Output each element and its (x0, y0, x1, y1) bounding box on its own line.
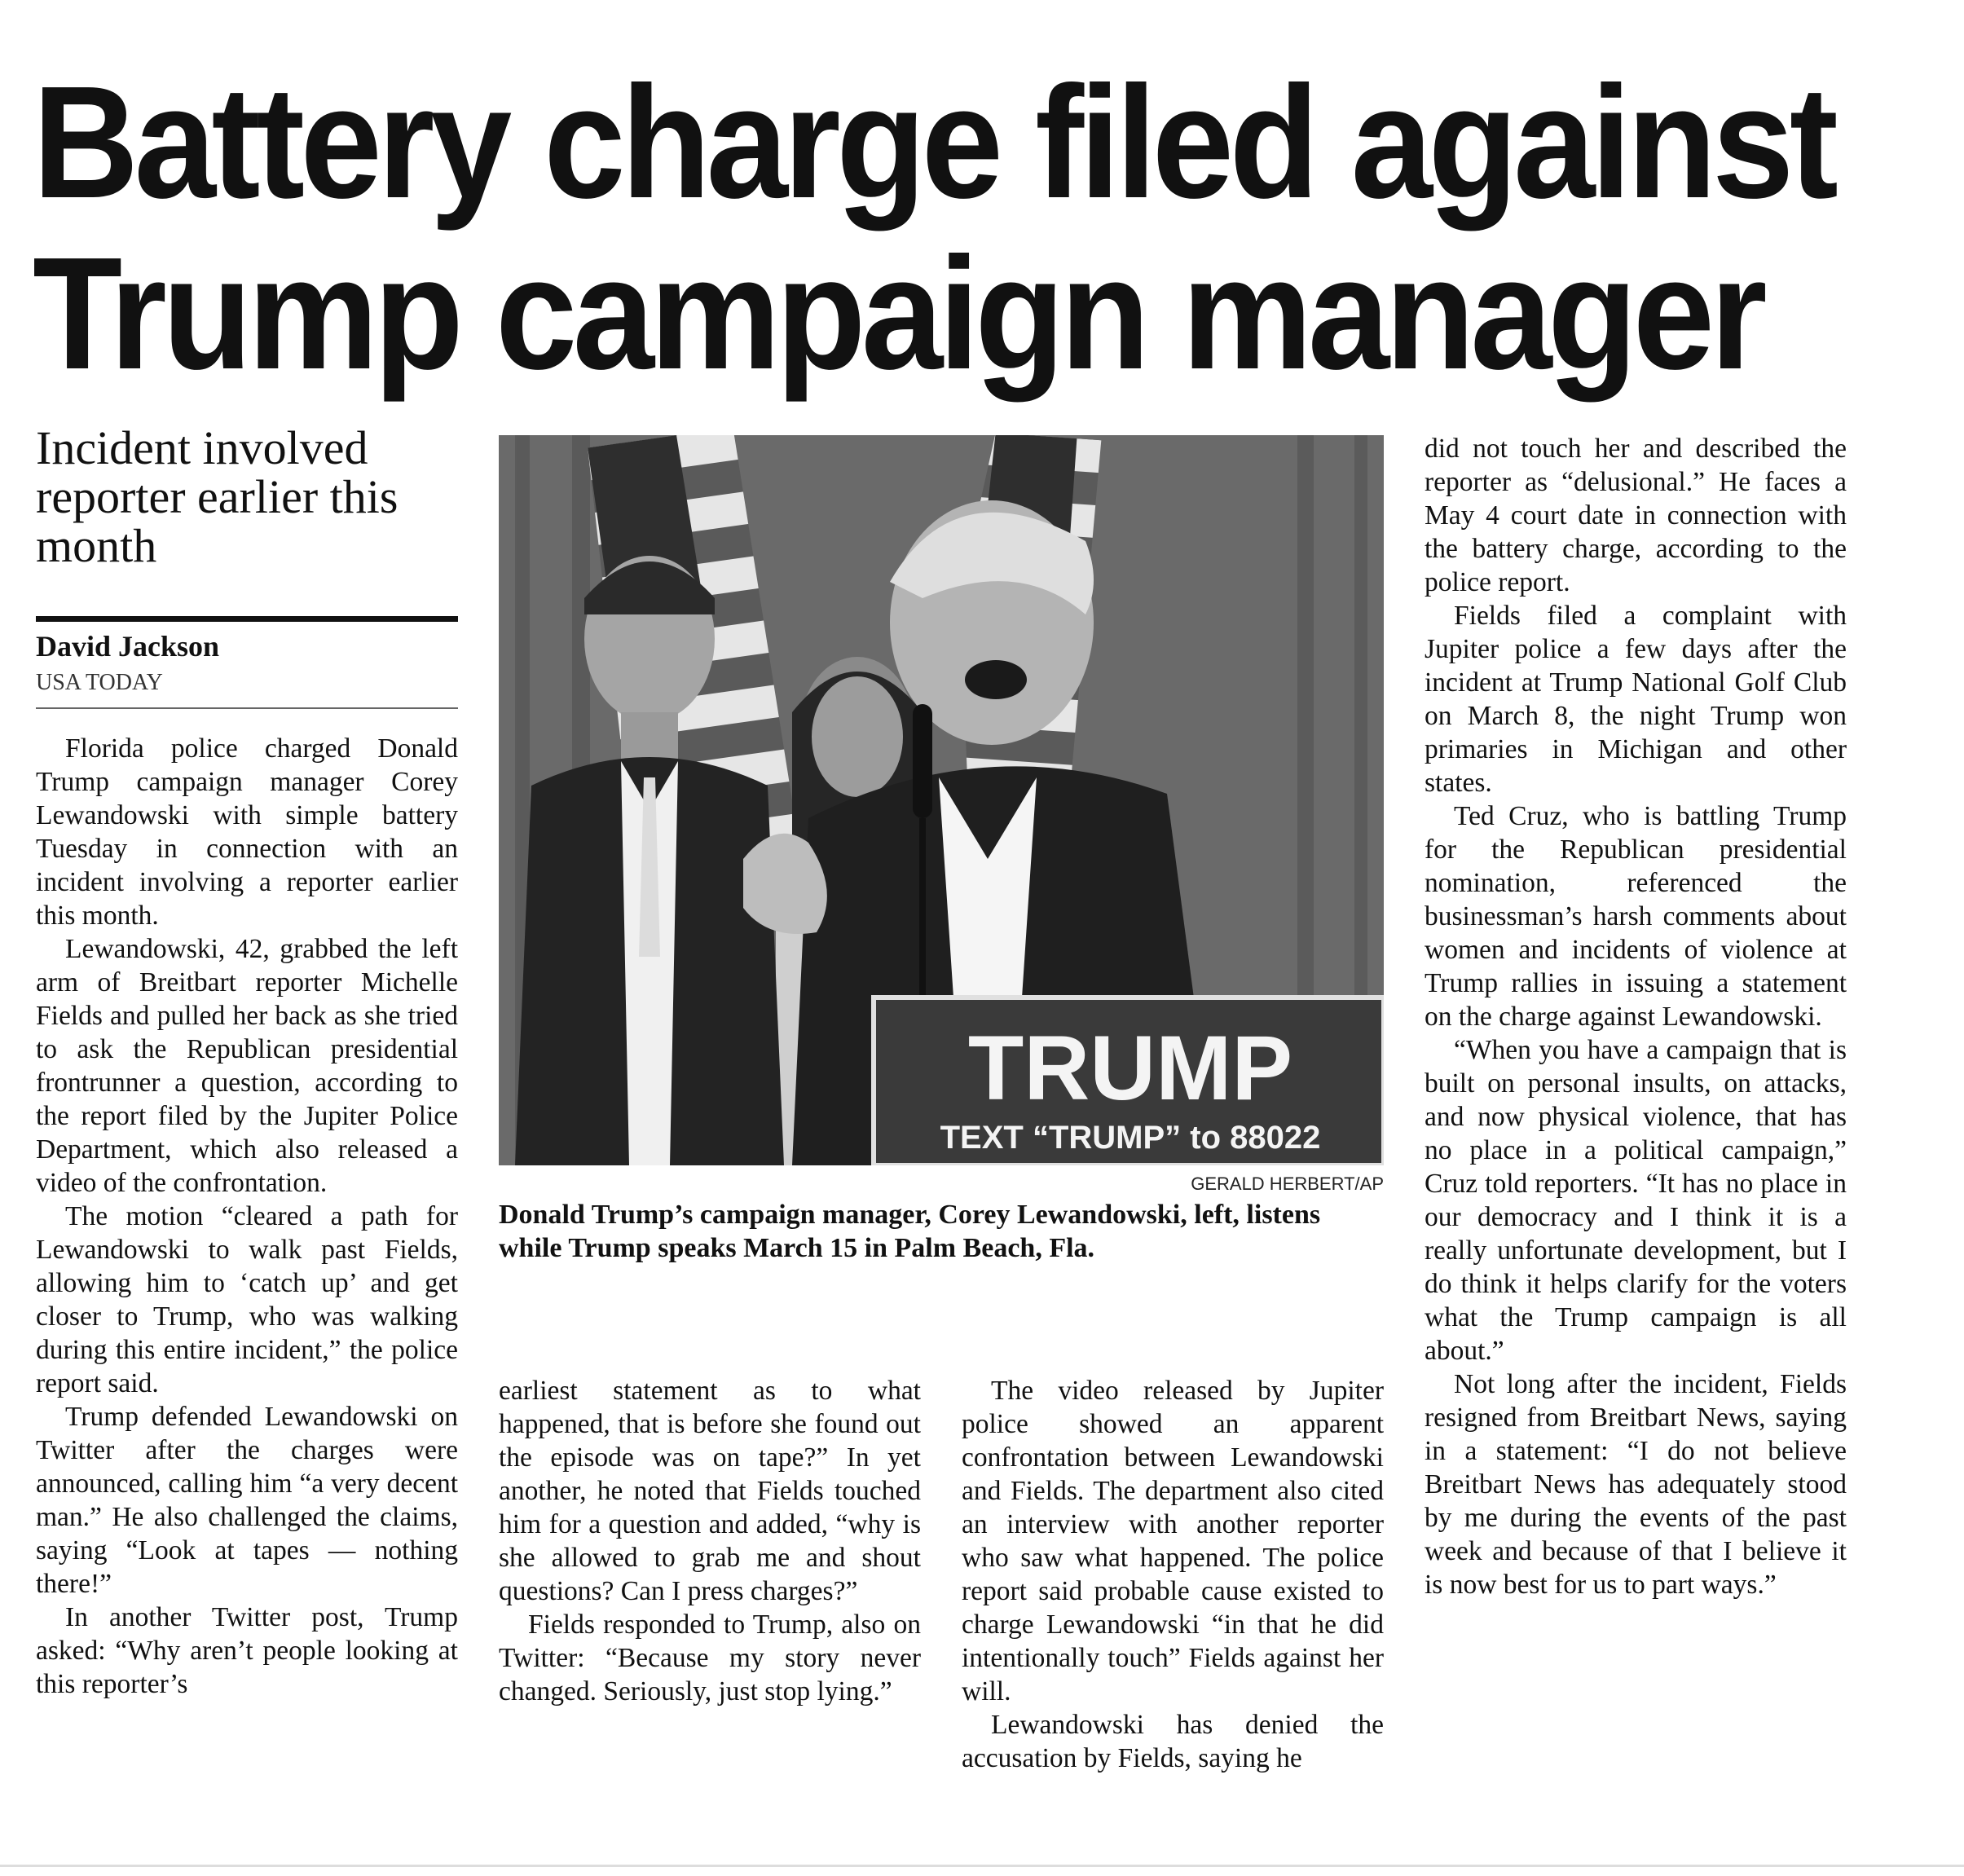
byline-outlet: USA TODAY (36, 670, 163, 695)
paragraph: earliest statement as to what happened, that is before she found out the episode was on tape?” In yet another, he noted that Fields touched him for a question and added, “why is she allowed to grab me and shout questions? Can I press charges?” (499, 1376, 921, 1606)
paragraph: Lewandowski has denied the accusation by Fields, saying he (962, 1710, 1384, 1773)
news-photo (499, 435, 1384, 1165)
body-column-2 (499, 1374, 921, 1708)
byline-rule (36, 616, 458, 622)
byline-author: David Jackson (36, 630, 220, 663)
paragraph: did not touch her and described the reporter as “delusional.” He faces a May 4 court date in connection with the battery charge, according to the police report. (1425, 434, 1847, 597)
paragraph: The motion “cleared a path for Lewandowski to walk past Fields, allowing him to ‘catch up’ and get closer to Trump, who was walking during this entire incident,” the police report said. (36, 1201, 458, 1398)
paragraph: “When you have a campaign that is built on personal insults, on attacks, and now physical violence, that has no place in a political campaign,” Cruz told reporters. “It has no place in our democracy and I think it is a really unfortunate development, but I do think it helps clarify for the voters what the Trump campaign is all about.” (1425, 1035, 1847, 1366)
headline-line-1: Battery charge filed against (33, 53, 1834, 231)
podium-subtext: TEXT “TRUMP” to 88022 (940, 1120, 1321, 1156)
podium-sign (874, 997, 1384, 1165)
body-column-3 (962, 1374, 1384, 1775)
headline-line-2: Trump campaign manager (33, 224, 1764, 403)
byline-divider (36, 707, 458, 709)
deck: Incident involved reporter earlier this month (36, 421, 399, 572)
bottom-border (0, 1865, 1964, 1867)
photo-caption: Donald Trump’s campaign manager, Corey Lewandowski, left, listens while Trump speaks March 15 in Palm Beach, Fla. (499, 1200, 1321, 1263)
photo-illustration (499, 435, 1384, 1165)
paragraph: In another Twitter post, Trump asked: “Why aren’t people looking at this reporter’s (36, 1602, 458, 1699)
photo-credit: GERALD HERBERT/AP (1191, 1174, 1384, 1194)
paragraph: Fields filed a complaint with Jupiter police a few days after the incident at Trump National Golf Club on March 8, the night Trump won primaries in Michigan and other states. (1425, 601, 1847, 798)
paragraph: Not long after the incident, Fields resigned from Breitbart News, saying in a statement: “I do not believe Breitbart News has adequately stood by me during the events of the past week and because of that I believe it is now best for us to part ways.” (1425, 1369, 1847, 1600)
body-column-1 (36, 732, 458, 1701)
headline (33, 53, 1834, 403)
podium-text: TRUMP (967, 1017, 1293, 1119)
paragraph: Florida police charged Donald Trump campaign manager Corey Lewandowski with simple battery Tuesday in connection with an incident involving a reporter earlier this month. (36, 733, 458, 931)
paragraph: The video released by Jupiter police showed an apparent confrontation between Lewandowski and Fields. The department also cited an interview with another reporter who saw what happened. The police report said probable cause existed to charge Lewandowski “in that he did intentionally touch” Fields against her will. (962, 1376, 1384, 1706)
paragraph: Fields responded to Trump, also on Twitter: “Because my story never changed. Seriously, just stop lying.” (499, 1610, 921, 1706)
paragraph: Trump defended Lewandowski on Twitter after the charges were announced, calling him “a very decent man.” He also challenged the claims, saying “Look at tapes — nothing there!” (36, 1402, 458, 1599)
paragraph: Ted Cruz, who is battling Trump for the Republican presidential nomination, referenced the businessman’s harsh comments about women and incidents of violence at Trump rallies in issuing a statement on the charge against Lewandowski. (1425, 801, 1847, 1032)
paragraph: Lewandowski, 42, grabbed the left arm of Breitbart reporter Michelle Fields and pulled her back as she tried to ask the Republican presidential frontrunner a question, according to the report filed by the Jupiter Police Department, which also released a video of the confrontation. (36, 934, 458, 1198)
body-column-4 (1425, 432, 1847, 1601)
